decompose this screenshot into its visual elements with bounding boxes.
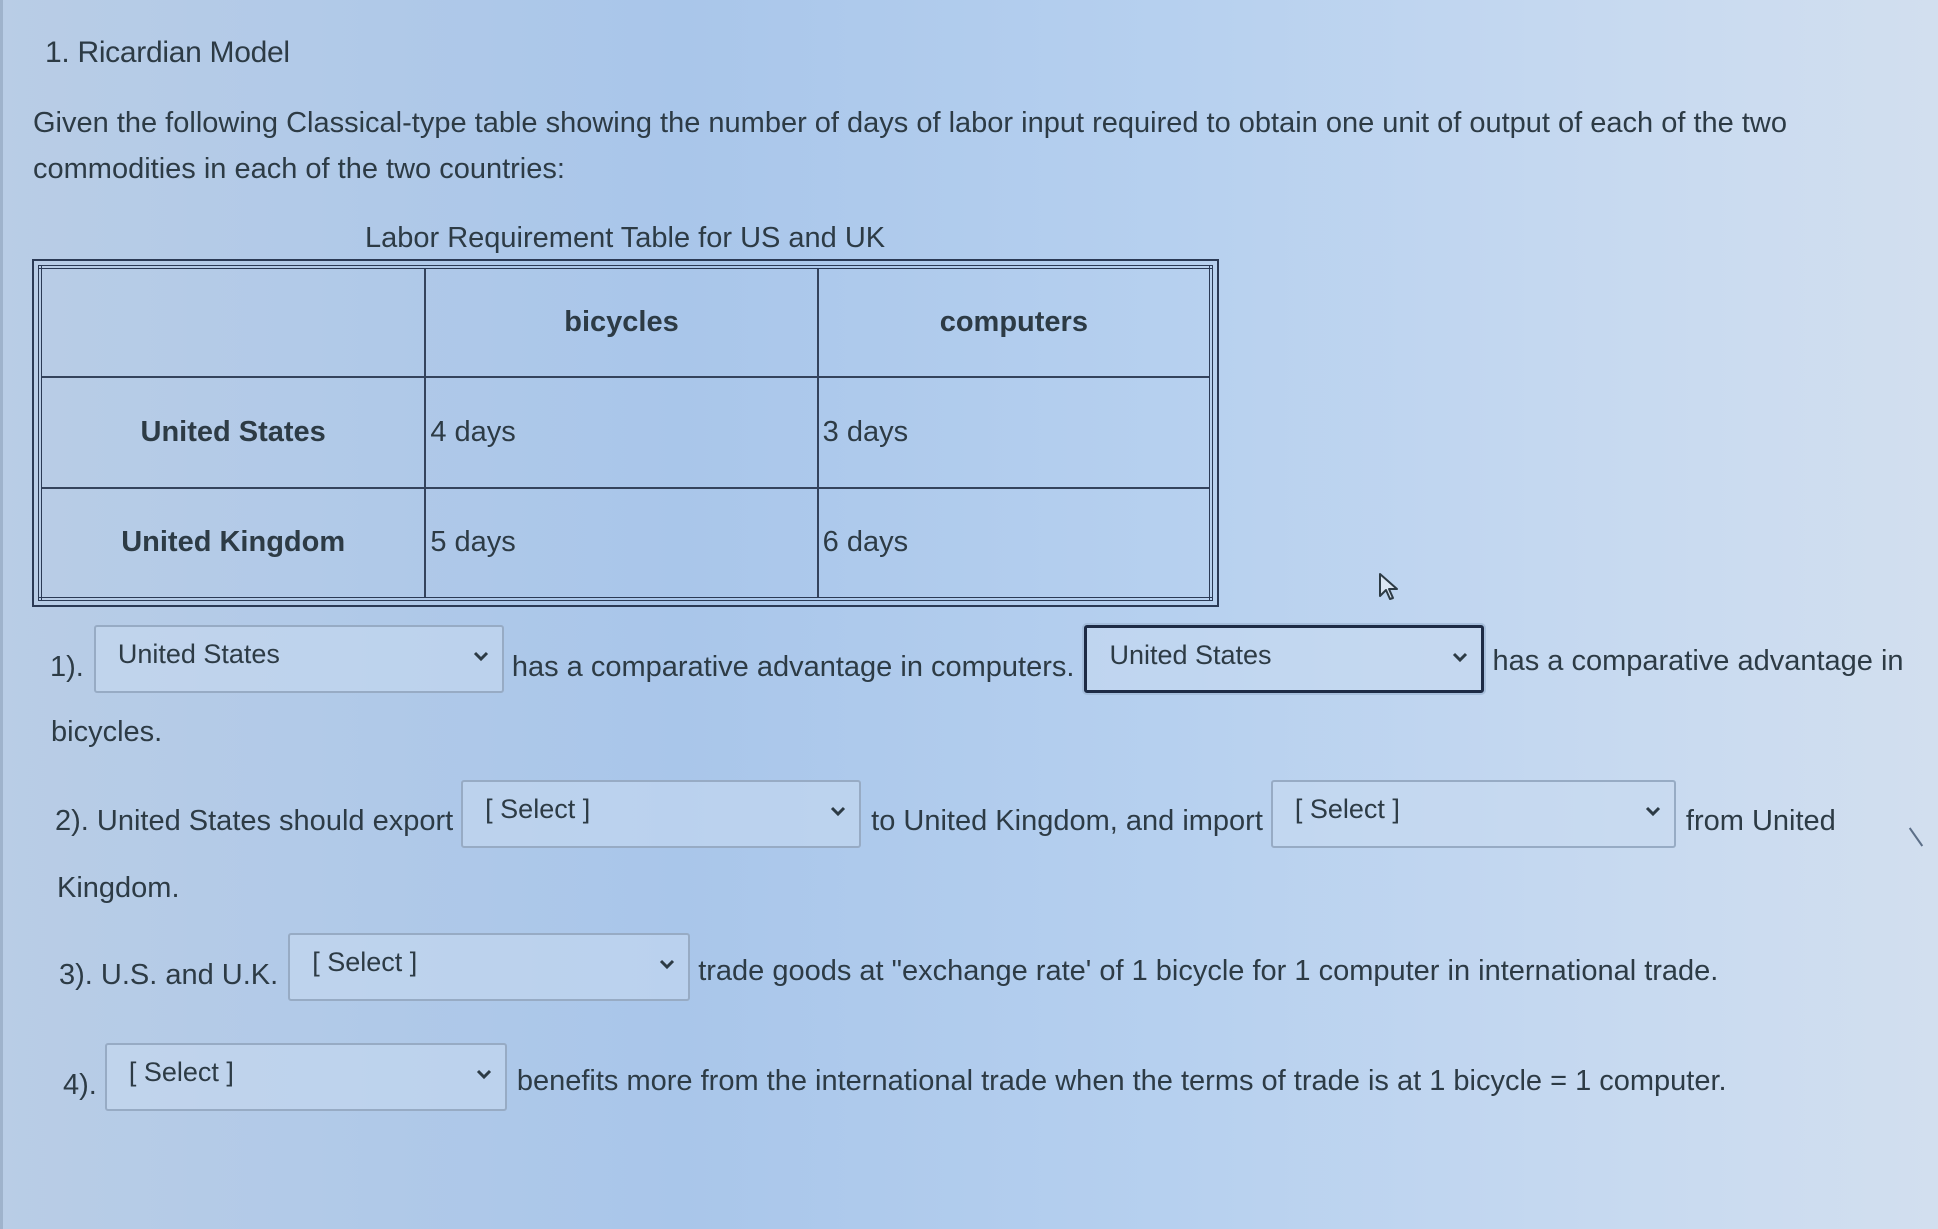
table-header-row [40, 267, 1211, 377]
answer-2-continuation [57, 872, 180, 905]
select-value: United States [1109, 640, 1272, 670]
answer-2-text-2: to United Kingdom, and import [871, 804, 1263, 837]
answer-4-number: 4). [63, 1068, 97, 1101]
table-header-computers: computers [818, 267, 1211, 377]
answer-2-text-4: Kingdom. [57, 872, 180, 904]
table-header-bicycles: bicycles [425, 267, 817, 377]
answer-2-select-export[interactable] [461, 780, 861, 848]
edge-mark [1909, 827, 1923, 846]
answer-3-text-2: trade goods at "exchange rate' of 1 bicycle for 1 computer in international trade. [698, 954, 1719, 987]
cell-us-bicycles: 4 days [425, 377, 817, 487]
answer-2-text-3: from United [1685, 804, 1836, 837]
answer-1-line [50, 625, 1904, 693]
answer-4-line [63, 1043, 1727, 1111]
row-label-us: United States [40, 377, 425, 487]
answer-2-line [55, 780, 1836, 848]
answer-2-select-import[interactable] [1271, 780, 1676, 848]
answer-1-text-3: bicycles. [51, 716, 163, 748]
answer-1-text: has a comparative advantage in computers. [511, 650, 1075, 683]
chevron-down-icon [475, 1067, 493, 1081]
table-row [40, 377, 1211, 487]
answer-3-line [59, 933, 1718, 1001]
answer-4-select[interactable] [105, 1043, 507, 1111]
chevron-down-icon [658, 957, 676, 971]
labor-requirement-table [38, 265, 1213, 601]
answer-1-select-computers[interactable] [94, 625, 504, 693]
table-caption: Labor Requirement Table for US and UK [365, 222, 886, 254]
answer-3-select[interactable] [288, 933, 690, 1001]
select-value: [ Select ] [312, 947, 418, 977]
answer-2-text: 2). United States should export [55, 804, 454, 837]
cell-uk-bicycles: 5 days [425, 488, 817, 599]
answer-1-continuation [51, 716, 162, 749]
select-value: [ Select ] [485, 794, 591, 824]
cell-us-computers: 3 days [818, 377, 1211, 487]
chevron-down-icon [1451, 650, 1469, 664]
select-value: United States [117, 639, 280, 669]
select-value: [ Select ] [1294, 794, 1400, 824]
select-value: [ Select ] [128, 1057, 234, 1087]
answer-1-select-bicycles[interactable] [1084, 625, 1484, 693]
mouse-pointer-icon [1378, 572, 1402, 602]
left-border [0, 0, 3, 1229]
chevron-down-icon [829, 804, 847, 818]
chevron-down-icon [472, 649, 490, 663]
question-intro: Given the following Classical-type table showing the number of days of labor input required to obtain one unit of output of each of the two commodities in each of the two countries: [33, 107, 1787, 185]
cell-uk-computers: 6 days [818, 488, 1211, 599]
question-title: 1. Ricardian Model [45, 36, 290, 69]
answer-4-text: benefits more from the international trade when the terms of trade is at 1 bicycle = 1 computer. [516, 1064, 1727, 1097]
row-label-uk: United Kingdom [40, 488, 425, 599]
answer-3-text: 3). U.S. and U.K. [59, 958, 279, 991]
answer-1-number: 1). [50, 650, 84, 683]
answer-1-text-2: has a comparative advantage in [1492, 644, 1904, 677]
table-row [40, 488, 1211, 599]
chevron-down-icon [1644, 804, 1662, 818]
table-header-empty [40, 267, 425, 377]
